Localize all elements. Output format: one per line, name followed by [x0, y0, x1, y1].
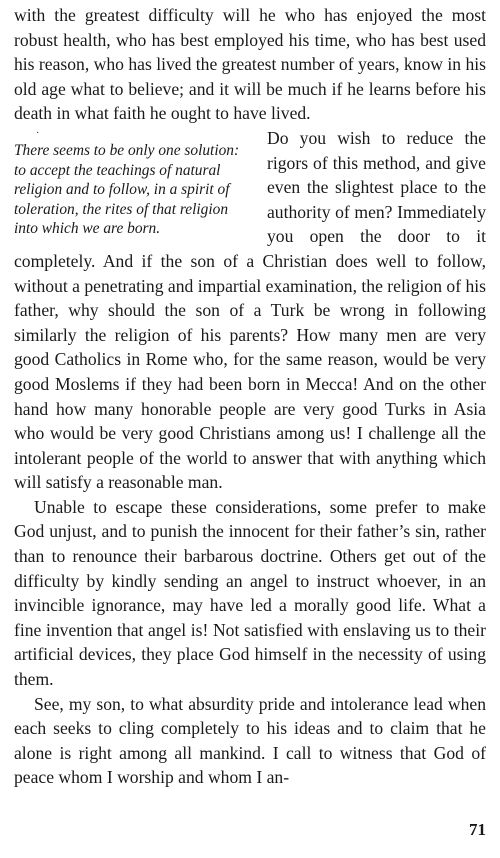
- paragraph-3: Unable to escape these considerations, some prefer to make God unjust, and to punish the innocent for their father’s sin, rather than to renounce their barbarous doctrine. Others get out of the difficulty by kindly sending an angel to instruct whoever, in an invincible ignorance, may have led a morally good life. What a fine invention that angel is! Not satisfied with enslaving us to their artificial devices, they place God himself in the necessity of using them.: [14, 496, 486, 690]
- page-text: [14, 3, 486, 790]
- paragraph-4: See, my son, to what absurdity pride and intolerance lead when each seeks to cling completely to his ideas and to claim that he alone is right among all mankind. I call to witness that God of peace whom I worship and whom I an-: [14, 693, 486, 788]
- pull-quote-text: There seems to be only one solution: to accept the teachings of natural religion and to follow, in a spirit of toleration, the rites of that religion into which we are born.: [14, 141, 240, 238]
- paragraph-2: Do you wish to reduce the rigors of this method, and give even the slightest place to the authority of men? Immediately you open the door to it completely. And if the son of a Christian does well to follow, without a penetrating and impartial examination, the religion of his father, why should the son of a Turk be wrong in following similarly the religion of his parents? How many men are very good Catholics in Rome who, for the same reason, would be very good Moslems if they had been born in Mecca! And on the other hand how many honorable people are very good Turks in Asia who would be very good Christians among us! I challenge all the intolerant people of the world to answer that with anything which will satisfy a reasonable man.: [14, 127, 486, 493]
- pull-quote: [14, 127, 250, 239]
- bullet-mark-icon: ·: [36, 127, 40, 139]
- page-number: 71: [469, 820, 486, 839]
- paragraph-1: with the greatest difficulty will he who has enjoyed the most robust health, who has best employed his time, who has best used his reason, who has lived the greatest number of years, know in his old age what to believe; and it will be much if he learns before his death in what faith he ought to have lived.: [14, 5, 486, 124]
